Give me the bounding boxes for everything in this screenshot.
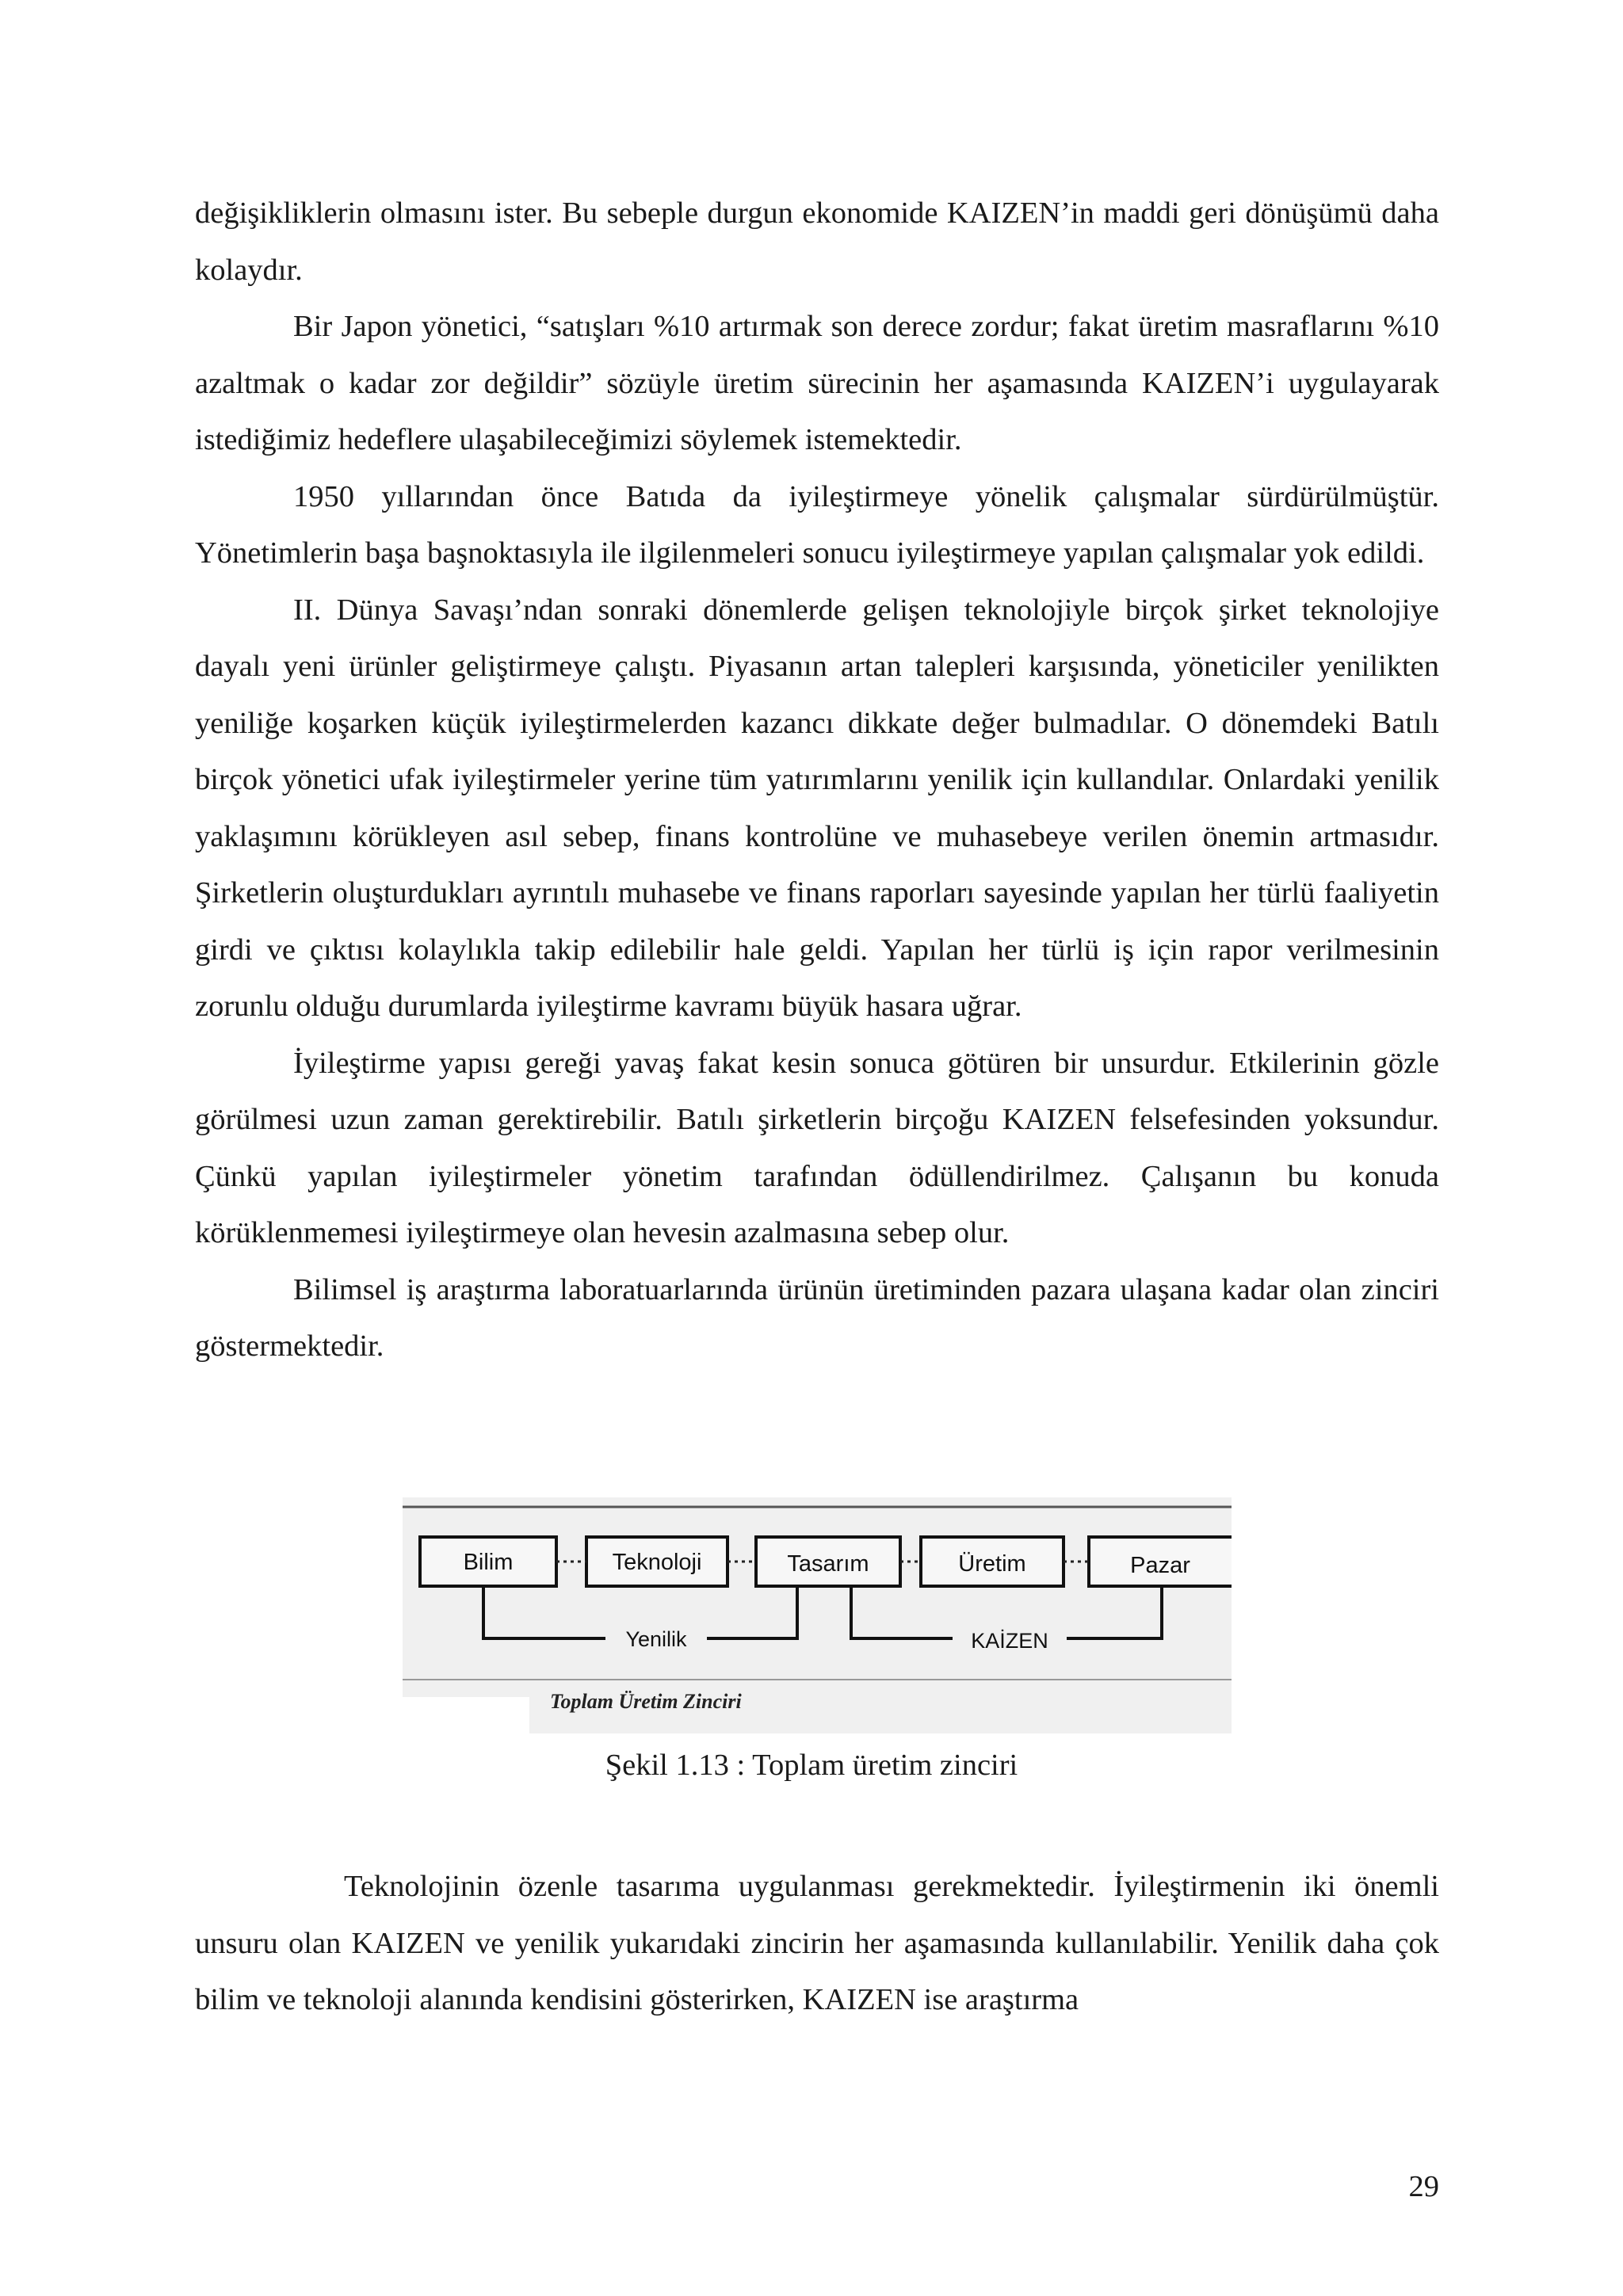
paragraph-1: değişikliklerin olmasını ister. Bu sebeple durgun ekonomide KAIZEN’in maddi geri dönüşümü daha kolaydır. [195, 196, 1439, 287]
paragraph-6: Bilimsel iş araştırma laboratuarlarında ürünün üretiminden pazara ulaşana kadar olan zinciri göstermektedir. [195, 1272, 1439, 1363]
figure-inner-caption: Toplam Üretim Zinciri [550, 1690, 742, 1713]
box-label-teknoloji: Teknoloji [612, 1550, 702, 1575]
production-chain-diagram [403, 1497, 1232, 1733]
page-number: 29 [1408, 2170, 1439, 2203]
box-label-tasarim: Tasarım [787, 1551, 869, 1577]
production-chain-figure [403, 1497, 1232, 1733]
box-label-uretim: Üretim [958, 1551, 1026, 1577]
scan-blank-patch [403, 1697, 529, 1733]
label-yenilik: Yenilik [625, 1627, 687, 1651]
body-text-bottom [195, 1859, 1439, 2029]
body-text-top [195, 185, 1439, 1375]
paragraph-7: Teknolojinin özenle tasarıma uygulanması gerekmektedir. İyileştirmenin iki önemli unsuru olan KAIZEN ve yenilik yukarıdaki zincirin her aşamasında kullanılabilir. Yenilik daha çok bilim ve teknoloji alanında kendisini gösterirken, KAIZEN ise araştırma [195, 1870, 1439, 2016]
paragraph-2: Bir Japon yönetici, “satışları %10 artırmak son derece zordur; fakat üretim masraflarını %10 azaltmak o kadar zor değildir” sözüyle üretim sürecinin her aşamasında KAIZEN’i uygulayarak istediğimiz hedeflere ulaşabileceğimizi söylemek istemektedir. [195, 310, 1439, 456]
label-kaizen: KAİZEN [971, 1629, 1048, 1653]
box-label-pazar: Pazar [1130, 1553, 1190, 1578]
paragraph-4: II. Dünya Savaşı’ndan sonraki dönemlerde gelişen teknolojiyle birçok şirket teknolojiye dayalı yeni ürünler geliştirmeye çalıştı. Piyasanın artan talepleri karşısında, yöneticiler yenilikten yeniliğe koşarken küçük iyileştirmelerden kazancı dikkate değer bulmadılar. O dönemdeki Batılı birçok yönetici ufak iyileştirmeler yerine tüm yatırımlarını yenilik için kullandılar. Onlardaki yenilik yaklaşımını körükleyen asıl sebep, finans kontrolüne ve muhasebeye verilen önemin artmasıdır. Şirketlerin oluşturdukları ayrıntılı muhasebe ve finans raporları sayesinde yapılan her türlü faaliyetin girdi ve çıktısı kolaylıkla takip edilebilir hale geldi. Yapılan her türlü iş için rapor verilmesinin zorunlu olduğu durumlarda iyileştirme kavramı büyük hasara uğrar. [195, 593, 1439, 1023]
box-label-bilim: Bilim [463, 1550, 514, 1575]
paragraph-3: 1950 yıllarından önce Batıda da iyileştirmeye yönelik çalışmalar sürdürülmüştür. Yönetimlerin başa başnoktasıyla ile ilgilenmeleri sonucu iyileştirmeye yapılan çalışmalar yok edildi. [195, 479, 1439, 570]
figure-caption: Şekil 1.13 : Toplam üretim zinciri [605, 1749, 1018, 1782]
paragraph-5: İyileştirme yapısı gereği yavaş fakat kesin sonuca götüren bir unsurdur. Etkilerinin gözle görülmesi uzun zaman gerektirebilir. Batılı şirketlerin birçoğu KAIZEN felsefesinden yoksundur. Çünkü yapılan iyileştirmeler yönetim tarafından ödüllendirilmez. Çalışanın bu konuda körüklenmemesi iyileştirmeye olan hevesin azalmasına sebep olur. [195, 1046, 1439, 1249]
